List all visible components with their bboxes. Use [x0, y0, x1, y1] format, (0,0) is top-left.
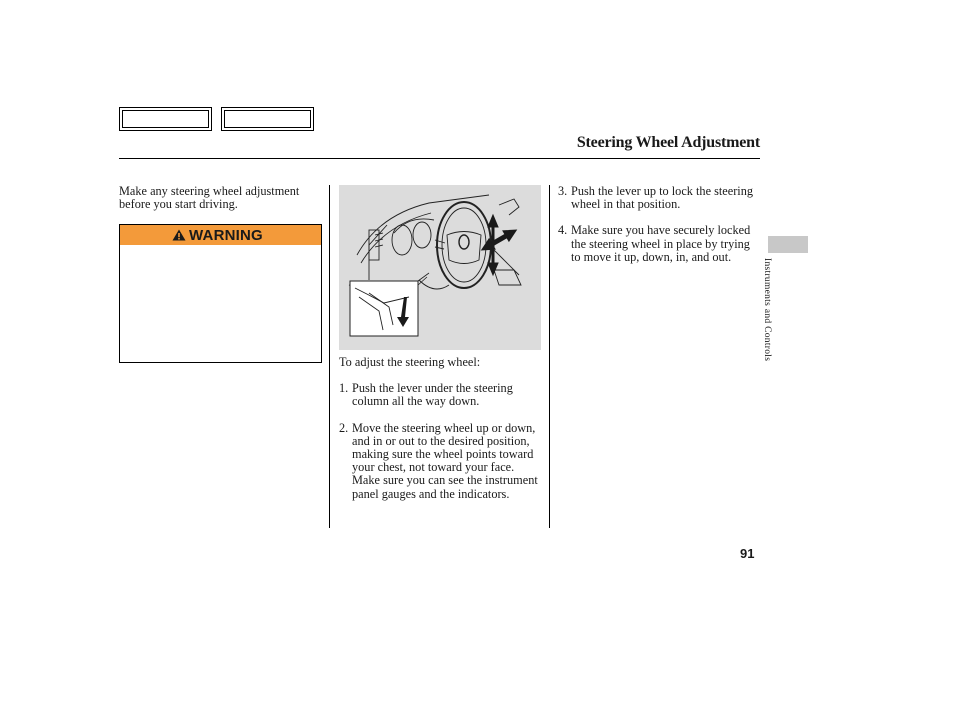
section-label	[762, 258, 779, 388]
column-divider-right	[549, 185, 550, 528]
intro-text: Make any steering wheel adjustment before you start driving.	[119, 184, 300, 212]
header-rule	[119, 158, 760, 159]
step-number: 2.	[339, 420, 349, 435]
page-number: 91	[740, 546, 755, 561]
page-title: Steering Wheel Adjustment	[576, 134, 760, 151]
warning-header	[120, 225, 321, 245]
lever-inset	[350, 273, 429, 336]
step-number: 3.	[558, 184, 568, 198]
column-divider-left	[329, 185, 330, 528]
step-item	[558, 185, 758, 211]
section-tab[interactable]	[768, 236, 808, 253]
step-text: Push the lever under the steering column all the way down.	[352, 381, 513, 409]
step-text: Push the lever up to lock the steering wheel in that position.	[571, 184, 754, 212]
step-number: 1.	[339, 381, 349, 396]
section-label-text: Instruments and Controls	[762, 258, 772, 362]
step-text: Move the steering wheel up or down, and in or out to the desired position, making sure the wheel points toward your chest, not toward your face. Make sure you can see the instrument panel gauges and the indicators.	[352, 420, 538, 501]
right-column-text	[558, 185, 758, 277]
step-item	[558, 224, 758, 264]
steps-lead: To adjust the steering wheel:	[339, 355, 481, 369]
step-item	[339, 422, 544, 501]
nav-box-previous[interactable]	[119, 107, 212, 131]
step-number: 4.	[558, 223, 568, 238]
nav-box-next[interactable]	[221, 107, 314, 131]
middle-column-text	[339, 356, 544, 514]
warning-label: WARNING	[189, 226, 263, 244]
step-text: Make sure you have securely locked the steering wheel in place by trying to move it up, down, in, and out.	[571, 223, 751, 264]
warning-box	[119, 224, 322, 363]
steering-wheel-illustration	[339, 185, 541, 350]
warning-triangle-icon	[172, 229, 186, 241]
step-item	[339, 382, 544, 408]
steering-column-diagram	[339, 185, 541, 350]
